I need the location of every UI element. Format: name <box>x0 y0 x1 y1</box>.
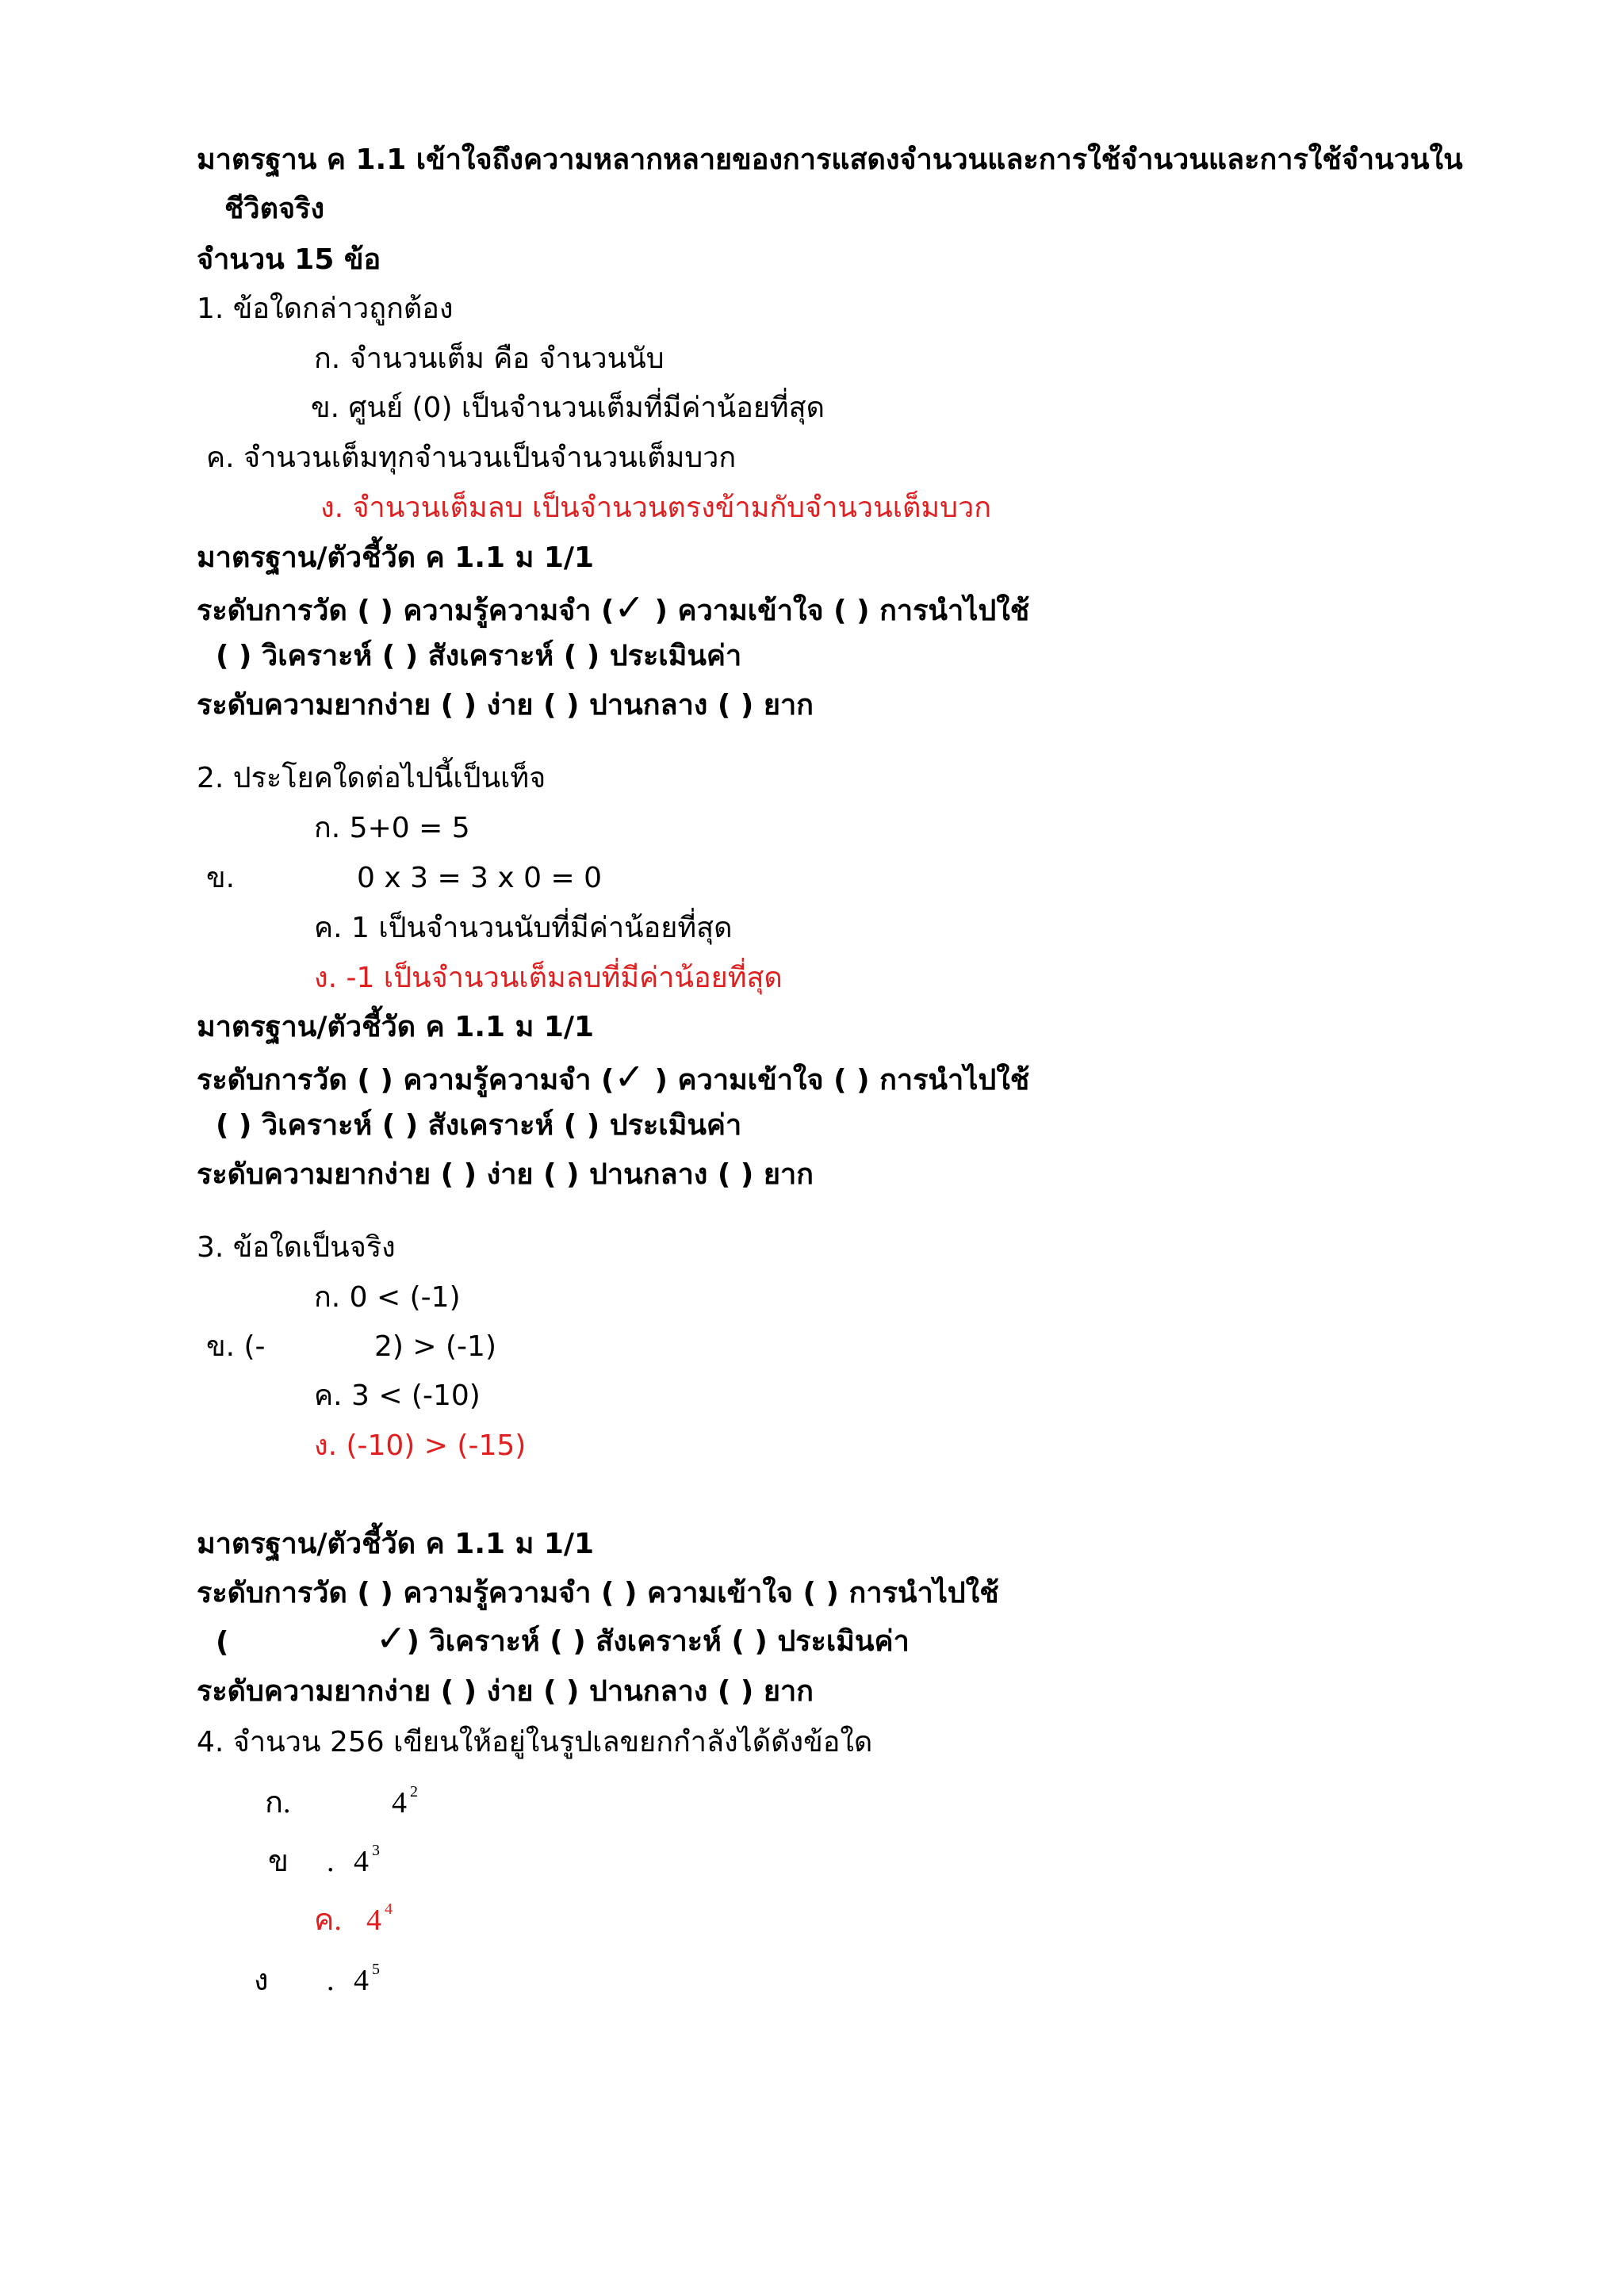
question-1-stem: 1. ข้อใดกล่าวถูกต้อง <box>197 293 454 325</box>
q2-choice-c: ค. 1 เป็นจำนวนนับที่มีค่าน้อยที่สุด <box>314 912 733 944</box>
q4-choice-b-label: ข <box>268 1845 289 1878</box>
q1-measure-suffix: ) ความเข้าใจ ( ) การนำไปใช้ <box>645 595 1030 627</box>
q1-choice-d-answer: ง. จำนวนเต็มลบ เป็นจำนวนตรงข้ามกับจำนวนเต็มบวก <box>320 492 991 524</box>
q2-measure-prefix: ระดับการวัด ( ) ความรู้ความจำ ( <box>197 1064 615 1096</box>
q2-difficulty: ระดับความยากง่าย ( ) ง่าย ( ) ปานกลาง ( ) ยาก <box>197 1158 814 1191</box>
q2-choice-a: ก. 5+0 = 5 <box>314 812 470 844</box>
q2-measure-suffix: ) ความเข้าใจ ( ) การนำไปใช้ <box>645 1064 1030 1096</box>
q1-choice-c: ค. จำนวนเต็มทุกจำนวนเป็นจำนวนเต็มบวก <box>206 442 737 474</box>
question-3-stem: 3. ข้อใดเป็นจริง <box>197 1231 396 1264</box>
standard-line-1: มาตรฐาน ค 1.1 เข้าใจถึงความหลากหลายของการแสดงจำนวนและการใช้จำนวนและการใช้จำนวนใน <box>197 144 1463 176</box>
q3-measure2-prefix: ( <box>216 1626 229 1659</box>
q2-choice-b-label: ข. <box>206 862 236 894</box>
q4-d-exponent: 5 <box>372 1961 380 1978</box>
check-mark-icon: ✓ <box>614 1055 645 1098</box>
standard-line-2: ชีวิตจริง <box>224 193 325 225</box>
q1-indicator: มาตรฐาน/ตัวชี้วัด ค 1.1 ม 1/1 <box>197 541 595 574</box>
q1-difficulty: ระดับความยากง่าย ( ) ง่าย ( ) ปานกลาง ( ) ยาก <box>197 689 814 721</box>
q3-choice-d-answer: ง. (-10) > (-15) <box>314 1429 527 1462</box>
q3-choice-b-label: ข. (- <box>206 1330 266 1363</box>
check-mark-icon: ✓ <box>614 586 645 629</box>
q4-choice-b-dot: . <box>327 1845 335 1878</box>
q2-measure-level-2: ( ) วิเคราะห์ ( ) สังเคราะห์ ( ) ประเมินค่า <box>216 1109 742 1142</box>
q3-measure-level: ระดับการวัด ( ) ความรู้ความจำ ( ) ความเข้าใจ ( ) การนำไปใช้ <box>197 1577 999 1609</box>
q4-c-exponent: 4 <box>385 1900 393 1918</box>
q1-measure-prefix: ระดับการวัด ( ) ความรู้ความจำ ( <box>197 595 615 627</box>
question-4-stem: 4. จำนวน 256 เขียนให้อยู่ในรูปเลขยกกำลังได้ดังข้อใด <box>197 1726 873 1758</box>
q1-measure-level <box>197 588 1029 630</box>
q4-b-exponent: 3 <box>372 1842 380 1859</box>
q4-choice-a-label: ก. <box>265 1786 291 1820</box>
q3-measure-level-2 <box>216 1624 228 1662</box>
q2-indicator: มาตรฐาน/ตัวชี้วัด ค 1.1 ม 1/1 <box>197 1011 595 1043</box>
q4-choice-c-label-answer: ค. <box>314 1904 342 1937</box>
q4-choice-d-dot: . <box>327 1964 335 1997</box>
q2-choice-b-text: 0 x 3 = 3 x 0 = 0 <box>357 862 603 894</box>
q4-choice-c-value-answer <box>366 1901 393 1944</box>
q3-choice-b-text: 2) > (-1) <box>374 1330 496 1363</box>
q4-b-base: 4 <box>354 1845 369 1878</box>
q1-choice-b: ข. ศูนย์ (0) เป็นจำนวนเต็มที่มีค่าน้อยที่สุด <box>311 392 825 424</box>
check-mark-icon: ✓ <box>376 1617 407 1659</box>
q3-measure-level-2-rest <box>376 1619 910 1661</box>
q1-measure-level-2: ( ) วิเคราะห์ ( ) สังเคราะห์ ( ) ประเมินค่า <box>216 640 742 672</box>
q4-choice-a-value <box>392 1784 418 1827</box>
q4-choice-b-value <box>354 1843 380 1885</box>
q2-measure-level <box>197 1055 1030 1100</box>
q4-choice-d-value <box>354 1961 380 2004</box>
q3-indicator: มาตรฐาน/ตัวชี้วัด ค 1.1 ม 1/1 <box>197 1528 595 1560</box>
q3-choice-c: ค. 3 < (-10) <box>314 1380 481 1412</box>
q4-a-exponent: 2 <box>410 1783 418 1800</box>
question-2-stem: 2. ประโยคใดต่อไปนี้เป็นเท็จ <box>197 762 546 794</box>
q4-a-base: 4 <box>392 1786 407 1820</box>
q4-choice-d-label: ง <box>254 1964 269 1997</box>
q3-difficulty: ระดับความยากง่าย ( ) ง่าย ( ) ปานกลาง ( ) ยาก <box>197 1675 814 1708</box>
q1-choice-a: ก. จำนวนเต็ม คือ จำนวนนับ <box>314 342 665 375</box>
question-count: จำนวน 15 ข้อ <box>197 243 381 276</box>
q4-d-base: 4 <box>354 1964 369 1997</box>
q3-measure2-suffix: ) วิเคราะห์ ( ) สังเคราะห์ ( ) ประเมินค่า <box>406 1625 910 1658</box>
q4-c-base: 4 <box>366 1904 381 1937</box>
q3-choice-a: ก. 0 < (-1) <box>314 1281 461 1314</box>
q2-choice-d-answer: ง. -1 เป็นจำนวนเต็มลบที่มีค่าน้อยที่สุด <box>314 962 783 994</box>
